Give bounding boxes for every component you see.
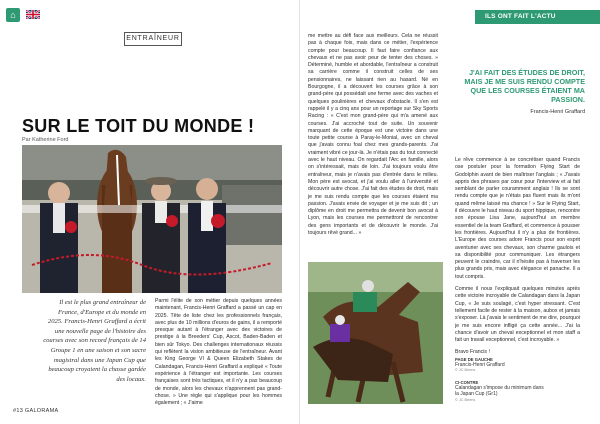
paragraph: Comme il nous l'expliquait quelques minutes après cette victoire incroyable de Calandagan dans la Japan Cup, « Je suis soulagé, c'est hyper stressant. C'est tellement facile de rester à la maison, aubox et jamais s'exposer. Là j'avais le sentiment de me dire, pourquoi je me suis encore infligé ça cette année... J'ai la chance d'avoir un cheval exceptionnel et mon staff a fait un travail exceptionnel, c'est incroyable. » [455,286,580,344]
home-icon[interactable]: ⌂ [6,8,20,22]
byline: Par Katherine Ford [22,137,69,143]
closing-line: Bravo Francis ! [455,349,490,356]
race-photo [308,262,443,404]
body-column-2: me mettre au défi face aux meilleurs. Cela ne réussit pas à chaque fois, mais dans ce métier, l'expérience compte pour beaucoup. Il faut faire confiance aux chevaux et ne pas avoir peur de tenter des choses. » Déterminé, humble et abordable, l'entraîneur a construit sa carrière comme il construit celles de ses pensionnaires, ne laissant rien au hasard. Né en Bourgogne, il a découvert les courses grâce à son grand-père qui possédait une ferme avec des vaches et quelques poulinières et chevaux d'obstacle. Il s'en est rappelé il y a cinq ans pour un reportage sur Sky Sports Racing : « C'est mon grand-père qui m'a amené aux courses. J'ai accroché tout de suite. Un souvenir marquant de cette époque est une victoire dans une toute petite course à Paray-le-Monial, avec un cheval que j'avais connu foal chez mes grands-parents. J'ai vraiment vibré ce jour-là. Je n'étais pas du tout connecté avec le haut niveau. On regardait l'Arc en famille, alors on s'intéressait, mais de loin. J'ai toujours voulu être entraîneur, mais je n'avais pas d'entrée dans le milieu. Mon père est avocat, et j'ai voulu aller à l'université et découvrir autre chose. J'ai fait des études de droit, mais je me suis rendu compte que les courses étaient ma passion. J'avais envie de voyager et je me suis dit ; un diplôme en droit me permettra de devenir bon avocat à Lyon, mais les courses me permettront de rencontrer des gens importants et de découvrir le monde. J'ai toujours rêvé grand... » [308,33,438,237]
trainer-team-photo [22,145,282,293]
page-gutter [299,0,300,424]
pull-quote: J'AI FAIT DES ÉTUDES DE DROIT, MAIS JE ME SUIS RENDU COMPTE QUE LES COURSES ÉTAIENT MA PASSION. [464,68,585,104]
section-tag[interactable]: ILS ONT FAIT L'ACTU [475,10,600,24]
pull-quote-attribution: Francis-Henri Graffard [530,109,585,115]
body-column-1: Parmi l'élite de son métier depuis quelques années maintenant, Francis-Henri Graffard a passé un cap en 2025. Tête de liste chez les professionnels français, avec plus de 10 millions d'euros de gains, il a remporté presque autant à l'étranger avec des victoires de prestige à la Breeders' Cup, Ascot, Baden-Baden et bien sûr Tokyo. Des challenges internationaux réussis qui reflètent la vision ambitieuse de l'entraîneur. Avant les King George VI & Queen Elizabeth Stakes de Calandagan, Francis-Henri Graffard a expliqué « Toute expérience à l'étranger est importante. Les courses françaises sont très tactiques, et il n'y a pas beaucoup de monde, alors les chevaux n'apprennent pas grand-chose. » Une règle qui s'applique pour les hommes également ; « J'aime [155,298,282,407]
caption-heading: PAGE DE GAUCHE [455,357,493,362]
lead-paragraph: Il est le plus grand entraîneur de France, d'Europe et du monde en 2025. Francis-Henri Graffard a écrit une nouvelle page de l'histoire des courses avec son record français de 14 Groupe 1 en une saison et son sacre magistral dans une Japan Cup que beaucoup croyaient la chasse gardée des locaux. [43,299,146,383]
photo-credit: © JC Briens [455,398,476,402]
caption-text: Francis-Henri Graffard [455,362,505,368]
caption-text: Calandagan s'impose du minimum dans la Japan Cup (Gr1) [455,385,544,397]
page-folio: #13 GALORAMA [13,408,59,414]
paragraph: Le rêve commence à se concrétiser quand Francis ose postuler pour la formation Flying Start de Godolphin avant de bien maîtriser l'anglais ; « J'avais appris des phrases par cœur pour l'interview et ai fait semblant de parler couramment anglais ! Ils se sont rendu compte que je n'étais pas fluent mais ils m'ont quand même laissé ma chance ! » Sur le Flying Start, il découvre le haut niveau du sport hippique, rencontre son épouse Lisa Jane, aujourd'hui un membre essentiel de la team Graffard, et commence à pousser les frontières. Aujourd'hui il n'y a plus de frontières. L'Europe des courses adore Francis pour son esprit aventurier avec ses chevaux, son charme gaulois et sa disponibilité pour communiquer. Les étrangers peuvent le craindre, car il n'hésite pas à traverser les plus grands prix, mais avec élégance et panache. Il a tout compris. [455,157,580,280]
caption-heading: CI-CONTRE [455,380,479,385]
uk-flag-icon[interactable] [26,10,40,19]
photo-credit: © JC Briens [455,368,476,372]
article-title: SUR LE TOIT DU MONDE ! [22,116,255,136]
kicker-label: ENTRAÎNEUR [124,32,182,46]
body-column-3 [455,157,580,362]
